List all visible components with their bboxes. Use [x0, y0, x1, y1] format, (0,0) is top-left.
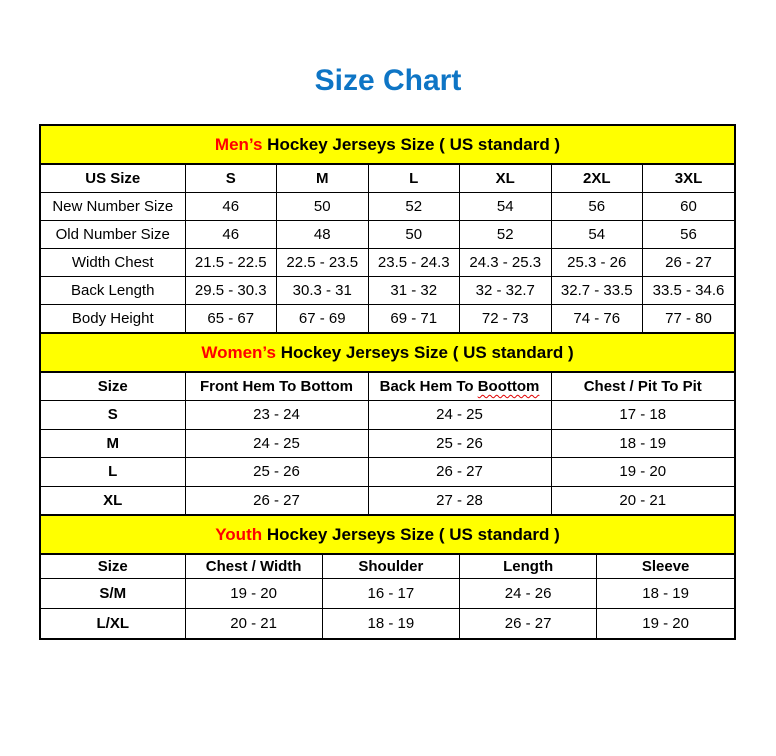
row-label: M — [41, 429, 185, 458]
cell: 23.5 - 24.3 — [368, 249, 460, 277]
row-label: Back Length — [41, 277, 185, 305]
table-row — [41, 609, 734, 639]
cell: 19 - 20 — [597, 609, 734, 639]
table-row — [41, 277, 734, 305]
cell: 26 - 27 — [643, 249, 735, 277]
mens-col-xl: XL — [460, 165, 552, 193]
table-row — [41, 221, 734, 249]
cell: 21.5 - 22.5 — [185, 249, 277, 277]
cell: 20 - 21 — [551, 486, 734, 514]
cell: 24 - 25 — [185, 429, 368, 458]
row-label: New Number Size — [41, 193, 185, 221]
womens-col-size: Size — [41, 373, 185, 401]
mens-size-table — [41, 165, 734, 332]
cell: 25 - 26 — [368, 429, 551, 458]
mens-header-row — [41, 165, 734, 193]
row-label: Body Height — [41, 305, 185, 333]
cell: 33.5 - 34.6 — [643, 277, 735, 305]
cell: 24.3 - 25.3 — [460, 249, 552, 277]
cell: 18 - 19 — [597, 579, 734, 609]
table-row — [41, 429, 734, 458]
youth-col-length: Length — [460, 555, 597, 579]
womens-header-row — [41, 373, 734, 401]
cell: 29.5 - 30.3 — [185, 277, 277, 305]
mens-col-us-size: US Size — [41, 165, 185, 193]
mens-highlight-label: Men’s — [214, 135, 263, 154]
cell: 25 - 26 — [185, 458, 368, 487]
row-label: S — [41, 401, 185, 430]
row-label: Old Number Size — [41, 221, 185, 249]
table-row — [41, 486, 734, 514]
table-row — [41, 579, 734, 609]
cell: 56 — [643, 221, 735, 249]
youth-col-chest-width: Chest / Width — [185, 555, 322, 579]
womens-col-back-hem: Back Hem To Boottom — [368, 373, 551, 401]
womens-col-chest: Chest / Pit To Pit — [551, 373, 734, 401]
womens-header-text: Hockey Jerseys Size ( US standard ) — [275, 343, 574, 362]
cell: 25.3 - 26 — [551, 249, 643, 277]
table-row — [41, 458, 734, 487]
cell: 19 - 20 — [185, 579, 322, 609]
youth-header-row — [41, 555, 734, 579]
cell: 48 — [277, 221, 369, 249]
row-label: Width Chest — [41, 249, 185, 277]
row-label: S/M — [41, 579, 185, 609]
cell: 77 - 80 — [643, 305, 735, 333]
womens-highlight-label: Women’s — [201, 343, 276, 362]
cell: 18 - 19 — [551, 429, 734, 458]
mens-col-l: L — [368, 165, 460, 193]
misspelled-word: Boottom — [477, 378, 540, 395]
cell: 52 — [368, 193, 460, 221]
youth-highlight-label: Youth — [215, 525, 263, 544]
womens-size-table — [41, 373, 734, 514]
cell: 16 - 17 — [322, 579, 459, 609]
cell: 65 - 67 — [185, 305, 277, 333]
cell: 26 - 27 — [368, 458, 551, 487]
table-row — [41, 193, 734, 221]
youth-col-size: Size — [41, 555, 185, 579]
cell: 72 - 73 — [460, 305, 552, 333]
mens-header-text: Hockey Jerseys Size ( US standard ) — [262, 135, 561, 154]
table-row — [41, 305, 734, 333]
youth-header-text: Hockey Jerseys Size ( US standard ) — [262, 525, 560, 544]
cell: 20 - 21 — [185, 609, 322, 639]
youth-section — [41, 514, 734, 638]
cell: 46 — [185, 193, 277, 221]
womens-section — [41, 332, 734, 514]
cell: 56 — [551, 193, 643, 221]
mens-col-3xl: 3XL — [643, 165, 735, 193]
cell: 54 — [460, 193, 552, 221]
mens-col-2xl: 2XL — [551, 165, 643, 193]
cell: 50 — [277, 193, 369, 221]
mens-col-m: M — [277, 165, 369, 193]
cell: 22.5 - 23.5 — [277, 249, 369, 277]
cell: 52 — [460, 221, 552, 249]
cell: 30.3 - 31 — [277, 277, 369, 305]
page-title: Size Chart — [314, 64, 462, 97]
cell: 32.7 - 33.5 — [551, 277, 643, 305]
cell: 32 - 32.7 — [460, 277, 552, 305]
cell: 24 - 25 — [368, 401, 551, 430]
youth-col-sleeve: Sleeve — [597, 555, 734, 579]
mens-section — [41, 126, 734, 332]
row-label: L — [41, 458, 185, 487]
youth-size-table — [41, 555, 734, 638]
mens-col-s: S — [185, 165, 277, 193]
cell: 24 - 26 — [460, 579, 597, 609]
cell: 60 — [643, 193, 735, 221]
cell: 26 - 27 — [185, 486, 368, 514]
cell: 31 - 32 — [368, 277, 460, 305]
youth-col-shoulder: Shoulder — [322, 555, 459, 579]
cell: 74 - 76 — [551, 305, 643, 333]
cell: 17 - 18 — [551, 401, 734, 430]
youth-section-header — [41, 514, 734, 555]
womens-section-header — [41, 332, 734, 373]
cell: 27 - 28 — [368, 486, 551, 514]
cell: 67 - 69 — [277, 305, 369, 333]
cell: 19 - 20 — [551, 458, 734, 487]
mens-section-header — [41, 126, 734, 165]
cell: 23 - 24 — [185, 401, 368, 430]
row-label: L/XL — [41, 609, 185, 639]
table-row — [41, 401, 734, 430]
size-chart-table-group — [39, 124, 736, 640]
cell: 69 - 71 — [368, 305, 460, 333]
cell: 26 - 27 — [460, 609, 597, 639]
cell: 50 — [368, 221, 460, 249]
womens-col-front-hem: Front Hem To Bottom — [185, 373, 368, 401]
cell: 54 — [551, 221, 643, 249]
row-label: XL — [41, 486, 185, 514]
table-row — [41, 249, 734, 277]
cell: 46 — [185, 221, 277, 249]
cell: 18 - 19 — [322, 609, 459, 639]
